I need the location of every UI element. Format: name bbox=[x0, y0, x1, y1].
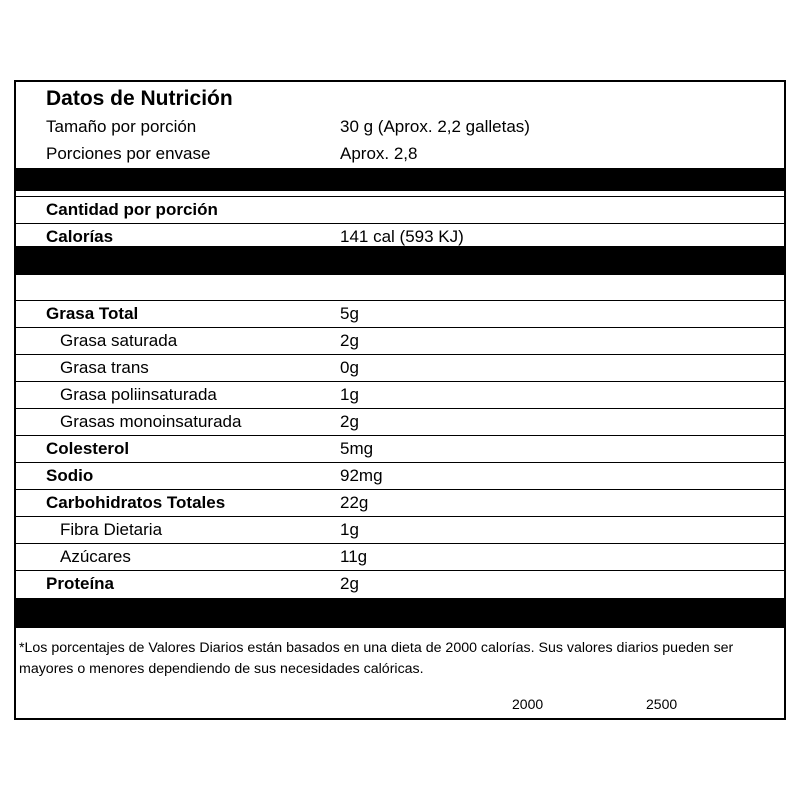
serving-size-label: Tamaño por porción bbox=[46, 117, 197, 136]
nutrient-row bbox=[16, 489, 784, 517]
nutrient-label-polyunsaturated-fat: Grasa poliinsaturada bbox=[60, 385, 217, 404]
nutrient-row bbox=[16, 570, 784, 597]
nutrient-row bbox=[16, 462, 784, 490]
servings-per-container-value: Aprox. 2,8 bbox=[340, 144, 418, 163]
nutrient-row bbox=[16, 327, 784, 355]
nutrient-value-protein: 2g bbox=[340, 574, 359, 593]
daily-value-footnote: *Los porcentajes de Valores Diarios están basados en una dieta de 2000 calorías. Sus valores diarios pueden ser mayores o menores dependiendo de sus necesidades calóricas. bbox=[19, 640, 734, 677]
nutrient-value-total-carbohydrates: 22g bbox=[340, 493, 369, 512]
thick-divider-middle bbox=[16, 246, 784, 275]
nutrient-row bbox=[16, 381, 784, 409]
nutrient-value-sodium: 92mg bbox=[340, 466, 383, 485]
panel-title: Datos de Nutrición bbox=[46, 87, 233, 110]
servings-per-container-label: Porciones por envase bbox=[46, 144, 211, 163]
nutrient-value-saturated-fat: 2g bbox=[340, 331, 359, 350]
nutrient-value-dietary-fiber: 1g bbox=[340, 520, 359, 539]
calories-value: 141 cal (593 KJ) bbox=[340, 227, 464, 246]
serving-size-value: 30 g (Aprox. 2,2 galletas) bbox=[340, 117, 530, 136]
calories-label: Calorías bbox=[46, 227, 114, 246]
nutrient-value-polyunsaturated-fat: 1g bbox=[340, 385, 359, 404]
nutrient-row bbox=[16, 408, 784, 436]
blank-row bbox=[16, 275, 784, 301]
nutrient-label-saturated-fat: Grasa saturada bbox=[60, 331, 178, 350]
nutrient-label-protein: Proteína bbox=[46, 574, 115, 593]
nutrition-facts-panel bbox=[14, 80, 786, 720]
nutrient-label-sodium: Sodio bbox=[46, 466, 94, 485]
nutrient-label-sugars: Azúcares bbox=[60, 547, 131, 566]
nutrient-value-trans-fat: 0g bbox=[340, 358, 359, 377]
nutrient-value-sugars: 11g bbox=[340, 547, 368, 566]
nutrient-row bbox=[16, 300, 784, 328]
nutrient-row bbox=[16, 516, 784, 544]
daily-value-2500: 2500 bbox=[646, 696, 678, 712]
nutrient-value-total-fat: 5g bbox=[340, 304, 359, 323]
nutrient-label-cholesterol: Colesterol bbox=[46, 439, 130, 458]
thick-divider-top bbox=[16, 168, 784, 191]
nutrient-row bbox=[16, 354, 784, 382]
daily-value-2000: 2000 bbox=[512, 696, 544, 712]
nutrient-label-dietary-fiber: Fibra Dietaria bbox=[60, 520, 163, 539]
nutrient-row bbox=[16, 543, 784, 571]
nutrient-value-cholesterol: 5mg bbox=[340, 439, 374, 458]
amount-per-serving-row bbox=[16, 196, 784, 224]
nutrient-label-trans-fat: Grasa trans bbox=[60, 358, 149, 377]
nutrient-value-monounsaturated-fat: 2g bbox=[340, 412, 359, 431]
nutrient-row bbox=[16, 435, 784, 463]
amount-per-serving-label: Cantidad por porción bbox=[46, 200, 218, 219]
servings-per-container-row bbox=[16, 140, 784, 167]
thick-divider-bottom bbox=[16, 598, 784, 628]
nutrient-label-monounsaturated-fat: Grasas monoinsaturada bbox=[60, 412, 242, 431]
serving-size-row bbox=[16, 113, 784, 140]
nutrient-label-total-carbohydrates: Carbohidratos Totales bbox=[46, 493, 226, 512]
nutrient-label-total-fat: Grasa Total bbox=[46, 304, 139, 323]
